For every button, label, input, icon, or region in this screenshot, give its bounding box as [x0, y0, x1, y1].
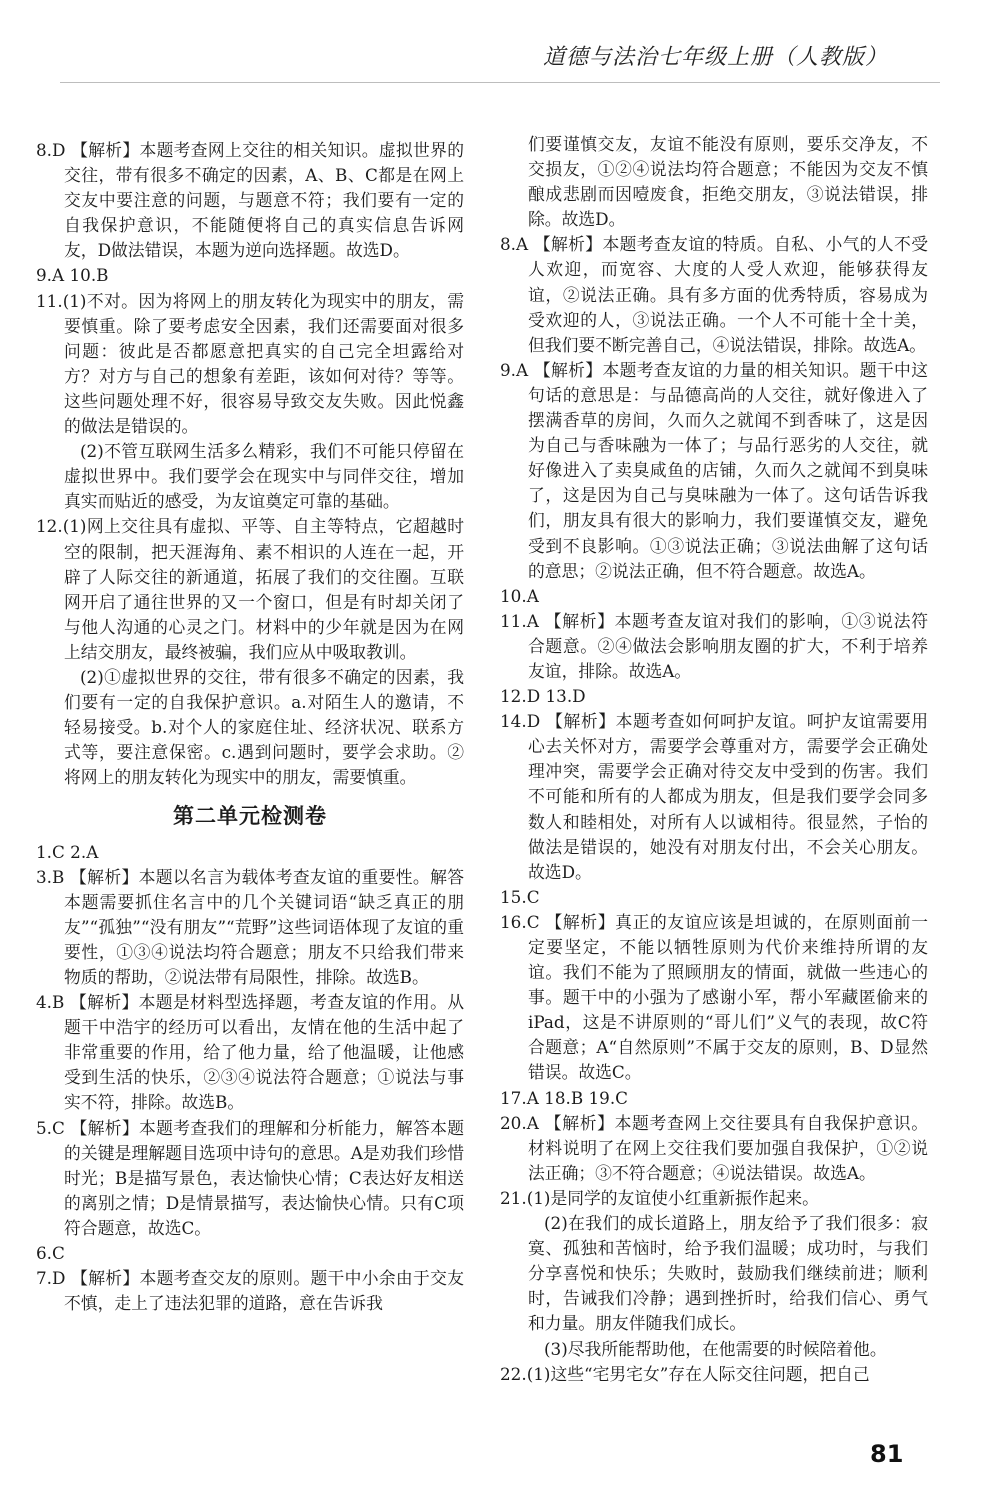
answer-item: (2)不管互联网生活多么精彩，我们不可能只停留在虚拟世界中。我们要学会在现实中与同伴交往，增加真实而贴近的感受，为友谊奠定可靠的基础。 [64, 441, 464, 512]
answer-item: 8.A 【解析】本题考查友谊的特质。自私、小气的人不受人欢迎，而宽容、大度的人受人欢迎，能够获得友谊，②说法正确。具有多方面的优秀特质，容易成为受欢迎的人，③说法正确。一个人不可能十全十美，但我们要不断完善自己，④说法错误，排除。故选A。 [500, 234, 928, 355]
page-number: 81 [870, 1440, 904, 1468]
answer-item: 15.C [500, 886, 540, 907]
answer-item: (2)①虚拟世界的交往，带有很多不确定的因素，我们要有一定的自我保护意识。a.对陌生人的邀请，不轻易接受。b.对个人的家庭住址、经济状况、联系方式等，要注意保密。c.遇到问题时，要学会求助。②将网上的朋友转化为现实中的朋友，需要慎重。 [64, 666, 464, 788]
answer-item: 们要谨慎交友，友谊不能没有原则，要乐交净友，不交损友，①②④说法均符合题意；不能因为交友不慎酿成悲剧而因噎废食，拒绝交朋友，③说法错误，排除。故选D。 [528, 134, 928, 230]
header-divider [60, 82, 940, 83]
answer-item: 12.(1)网上交往具有虚拟、平等、自主等特点，它超越时空的限制，把天涯海角、素不相识的人连在一起，开辟了人际交往的新通道，拓展了我们的交往圈。互联网开启了通往世界的又一个窗口，但是有时却关闭了与他人沟通的心灵之门。材料中的少年就是因为在网上结交朋友，最终被骗，我们应从中吸取教训。 [36, 516, 464, 662]
answer-item: 16.C 【解析】真正的友谊应该是坦诚的，在原则面前一定要坚定，不能以牺牲原则为代价来维持所谓的友谊。我们不能为了照顾朋友的情面，就做一些违心的事。题干中的小强为了感谢小军，帮小军藏匿偷来的iPad，这是不讲原则的“哥儿们”义气的表现，故C符合题意；A“自然原则”不属于交友的原则，B、D显然错误。故选C。 [500, 911, 928, 1083]
left-column [36, 138, 464, 1316]
answer-item: 12.D 13.D [500, 686, 586, 707]
answer-item: 10.A [500, 585, 539, 606]
answer-item: 11.A 【解析】本题考查友谊对我们的影响，①③说法符合题意。②④做法会影响朋友圈的扩大，不利于培养友谊，排除。故选A。 [500, 610, 928, 681]
answer-item: 20.A 【解析】本题考查网上交往要具有自我保护意识。材料说明了在网上交往我们要加强自我保护，①②说法正确；③不符合题意；④说法错误。故选A。 [500, 1112, 928, 1183]
answer-item: 3.B 【解析】本题以名言为载体考查友谊的重要性。解答本题需要抓住名言中的几个关键词语“缺乏真正的朋友”“孤独”“没有朋友”“荒野”这些词语体现了友谊的重要性，①③④说法均符合题意；朋友不只给我们带来物质的帮助，②说法带有局限性，排除。故选B。 [36, 866, 464, 987]
answer-item: 22.(1)这些“宅男宅女”存在人际交往问题，把自己 [500, 1363, 870, 1384]
section-title: 第二单元检测卷 [173, 804, 327, 829]
answer-item: 6.C [36, 1243, 65, 1264]
answer-item: 4.B 【解析】本题是材料型选择题，考查友谊的作用。从题干中浩宇的经历可以看出，友情在他的生活中起了非常重要的作用，给了他力量，给了他温暖，让他感受到生活的快乐，②③④说法符合题意；①说法与事实不符，排除。故选B。 [36, 992, 464, 1113]
answer-item: 7.D 【解析】本题考查交友的原则。题干中小余由于交友不慎，走上了违法犯罪的道路，意在告诉我 [36, 1268, 464, 1314]
answer-item: 17.A 18.B 19.C [500, 1087, 629, 1108]
answer-item: 9.A 【解析】本题考查友谊的力量的相关知识。题干中这句话的意思是：与品德高尚的人交往，就好像进入了摆满香草的房间，久而久之就闻不到香味了，这是因为自己与香味融为一体了；与品行恶劣的人交往，就好像进入了卖臭咸鱼的店铺，久而久之就闻不到臭味了，这是因为自己与臭味融为一体了。这句话告诉我们，朋友具有很大的影响力，我们要谨慎交友，避免受到不良影响。①③说法正确；③说法曲解了这句话的意思；②说法正确，但不符合题意。故选A。 [500, 359, 928, 581]
answer-item: (3)尽我所能帮助他，在他需要的时候陪着他。 [544, 1338, 887, 1359]
answer-item: 5.C 【解析】本题考查我们的理解和分析能力，解答本题的关键是理解题目选项中诗句的意思。A是劝我们珍惜时光；B是描写景色，表达愉快心情；C表达好友相送的离别之情；D是情景描写，表达愉快心情。只有C项符合题意，故选C。 [36, 1117, 464, 1238]
answer-item: 1.C 2.A [36, 841, 99, 862]
answer-item: 8.D 【解析】本题考查网上交往的相关知识。虚拟世界的交往，带有很多不确定的因素，A、B、C都是在网上交友中要注意的问题，与题意不符；我们要有一定的自我保护意识，不能随便将自己的真实信息告诉网友，D做法错误，本题为逆向选择题。故选D。 [36, 140, 464, 261]
right-column [500, 132, 928, 1387]
book-title: 道德与法治七年级上册（人教版） [542, 45, 888, 70]
answer-item: 9.A 10.B [36, 265, 109, 286]
answer-item: 11.(1)不对。因为将网上的朋友转化为现实中的朋友，需要慎重。除了要考虑安全因素，我们还需要面对很多问题：彼此是否都愿意把真实的自己完全坦露给对方？对方与自己的想象有差距，该如何对待？等等。这些问题处理不好，很容易导致交友失败。因此悦鑫的做法是错误的。 [36, 290, 464, 437]
answer-item: 14.D 【解析】本题考查如何呵护友谊。呵护友谊需要用心去关怀对方，需要学会尊重对方，需要学会正确处理冲突，需要学会正确对待交友中受到的伤害。我们不可能和所有的人都成为朋友，但是我们要学会同多数人和睦相处，对所有人以诚相待。很显然，子怡的做法是错误的，她没有对朋友付出，不会关心朋友。故选D。 [500, 711, 928, 882]
answer-item: (2)在我们的成长道路上，朋友给予了我们很多：寂寞、孤独和苦恼时，给予我们温暖；成功时，与我们分享喜悦和快乐；失败时，鼓励我们继续前进；顺利时，告诫我们冷静；遇到挫折时，给我们信心、勇气和力量。朋友伴随我们成长。 [528, 1213, 928, 1334]
answer-item: 21.(1)是同学的友谊使小红重新振作起来。 [500, 1187, 819, 1208]
